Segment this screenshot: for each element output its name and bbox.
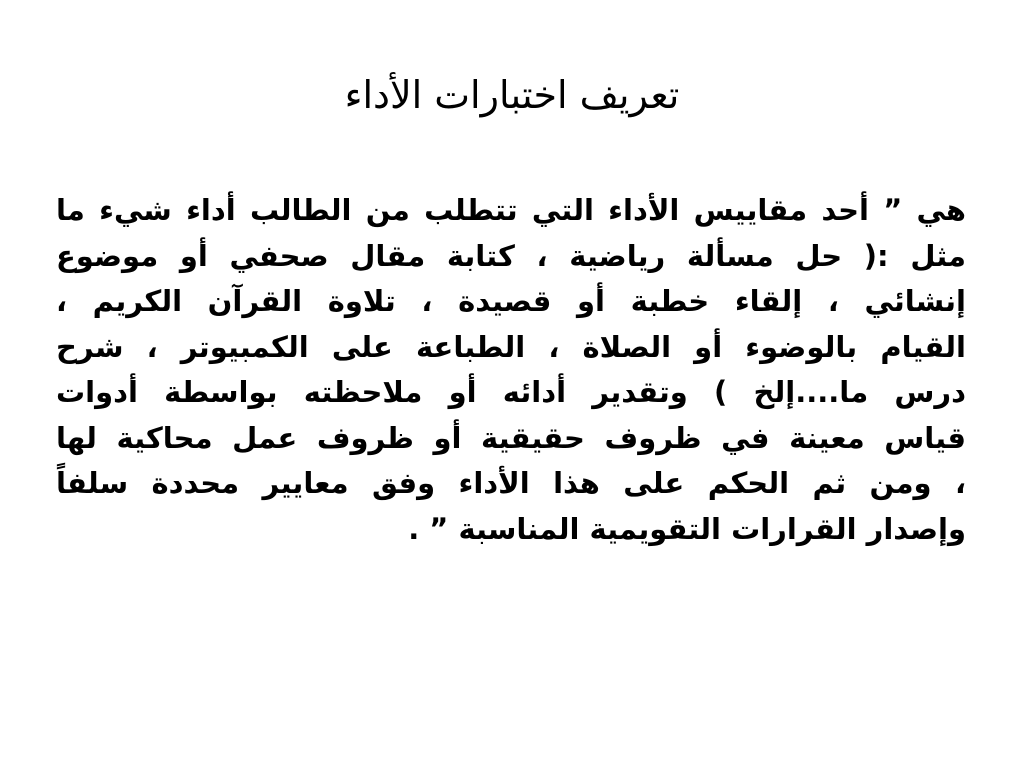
paragraph-line: هي ” أحد مقاييس الأداء التي تتطلب من الطالب أداء شيء ما	[56, 193, 966, 227]
paragraph-line: ، ومن ثم الحكم على هذا الأداء وفق معايير محددة سلفاً	[56, 466, 966, 500]
slide-title: تعريف اختبارات الأداء	[344, 73, 680, 117]
paragraph-line: درس ما....إلخ ) وتقدير أدائه أو ملاحظته بواسطة أدوات	[56, 375, 966, 409]
paragraph-line: قياس معينة في ظروف حقيقية أو ظروف عمل محاكية لها	[56, 420, 966, 455]
paragraph-line: وإصدار القرارات التقويمية المناسبة ” .	[408, 511, 966, 546]
paragraph-line: إنشائي ، إلقاء خطبة أو قصيدة ، تلاوة القرآن الكريم ،	[56, 284, 966, 318]
paragraph-line: القيام بالوضوء أو الصلاة ، الطباعة على الكمبيوتر ، شرح	[56, 329, 966, 364]
definition-paragraph	[56, 188, 966, 552]
paragraph-line: مثل :( حل مسألة رياضية ، كتابة مقال صحفي أو موضوع	[56, 238, 966, 273]
